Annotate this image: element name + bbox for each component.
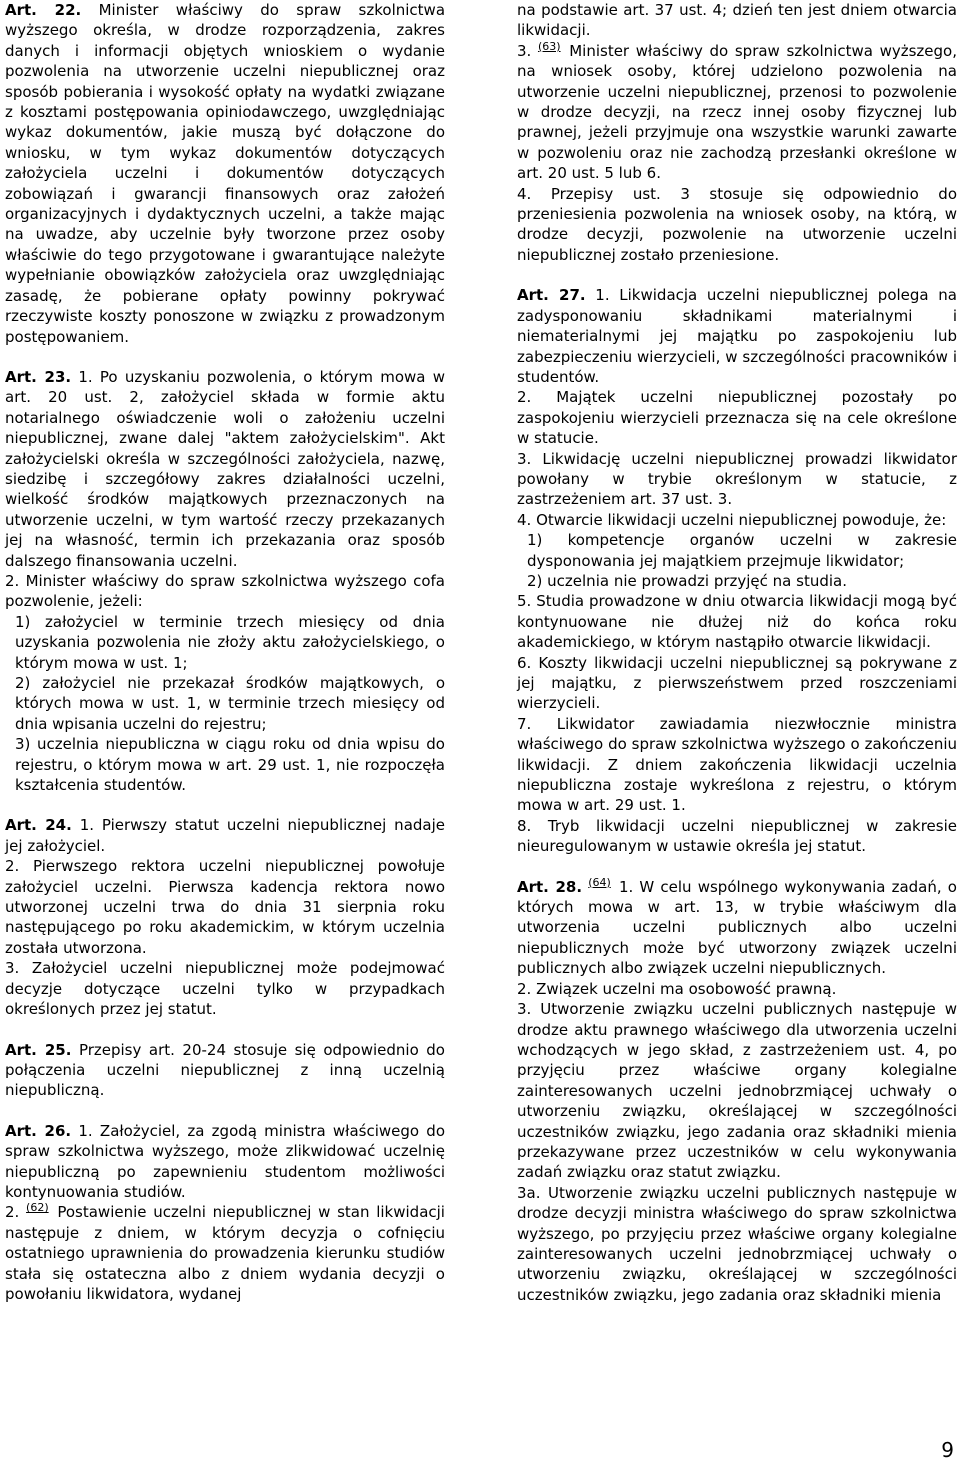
article-27-para-1-text: 1. Likwidacja uczelni niepublicznej polega na zadysponowaniu składnikami materialnymi i niematerialnymi jej majątku po zaspokojeniu lub zabezpieczeniu wierzycieli, w szczególności pracowników i studentów.	[517, 286, 957, 386]
article-28-label: Art. 28.	[517, 877, 583, 896]
article-28-para-3: 3. Utworzenie związku uczelni publicznych następuje w drodze aktu prawnego właściwego dla utworzenia uczelni wchodzących w jego skład, z zastrzeżeniem ust. 4, po przyjęciu przez właściwe organy kolegialne zainteresowanych uczelni jednobrzmiącej uchwały o utworzeniu związku, określającej w szczególności uczestników związku, jego zadania oraz składniki mienia przekazywane przez uczestników w celu wykonywania zadań związku oraz statut związku.	[517, 1000, 957, 1182]
article-26-para-2	[5, 1202, 445, 1304]
article-23-point-3: 3) uczelnia niepubliczna w ciągu roku od dnia wpisu do rejestru, o którym mowa w art. 29 ust. 1, nie rozpoczęła kształcenia studentów.	[15, 735, 445, 795]
article-27-point-1: 1) kompetencje organów uczelni w zakresie dysponowania jej majątkiem przejmuje likwidator;	[527, 531, 957, 570]
footnote-62-link[interactable]: (62)	[26, 1201, 49, 1215]
article-22-text: Minister właściwy do spraw szkolnictwa wyższego określa, w drodze rozporządzenia, zakres danych i informacji objętych wnioskiem o wydanie pozwolenia na utworzenie uczelni niepublicznej oraz sposób pobierania i wysokość opłaty na wydatki związane z kosztami postępowania opiniodawczego, uwzględniając wykaz dokumentów, jakie muszą być dołączone do wniosku, w tym wykaz dokumentów dotyczących założyciela uczelni i dokumentów dotyczących zobowiązań i gwarancji finansowych oraz założeń organizacyjnych i dydaktycznych uczelni, a także mając na uwadze, aby uczelnie były tworzone przez osoby właściwie do tego przygotowane i gwarantujące należyte wypełnianie obowiązków założyciela oraz uwzględniając zasadę, że pobierane opłaty powinny pokrywać rzeczywiste koszty ponoszone w związku z prowadzonym postępowaniem.	[5, 1, 446, 346]
article-27-para-5: 5. Studia prowadzone w dniu otwarcia likwidacji mogą być kontynuowane nie dłużej niż do końca roku akademickiego, w którym nastąpiło otwarcie likwidacji.	[517, 592, 957, 652]
article-26-para-3	[517, 41, 957, 184]
article-26-para-2-number: 2.	[5, 1203, 20, 1222]
article-23-point-2: 2) założyciel nie przekazał środków majątkowych, o których mowa w ust. 1, w terminie trzech miesięcy od dnia wpisania uczelni do rejestru;	[15, 674, 445, 733]
article-23-para-1-text: 1. Po uzyskaniu pozwolenia, o którym mowa w art. 20 ust. 2, założyciel składa w formie aktu notarialnego oświadczenie woli o założeniu uczelni niepublicznej, zwane dalej "aktem założycielskim". Akt założycielski określa w szczególności założyciela, nazwę, siedzibę i szczegółowy zakres działalności uczelni, wielkość środków majątkowych przeznaczonych na utworzenie uczelni, w tym wartość rzeczy przekazanych jej na własność, termin ich przekazania oraz sposób dalszego finansowania uczelni.	[5, 367, 445, 570]
article-24-para-1-text: 1. Pierwszy statut uczelni niepublicznej nadaje jej założyciel.	[5, 816, 445, 855]
right-column	[517, 0, 957, 1305]
article-27-para-4: 4. Otwarcie likwidacji uczelni niepublicznej powoduje, że:	[517, 510, 947, 529]
article-22	[5, 0, 445, 347]
article-28-para-2: 2. Związek uczelni ma osobowość prawną.	[517, 979, 837, 998]
article-28-para-1	[517, 877, 957, 979]
article-27-para-8: 8. Tryb likwidacji uczelni niepublicznej w zakresie nieuregulowanym w ustawie określa jej statut.	[517, 816, 957, 856]
article-24-para-1	[5, 815, 445, 856]
article-23-label: Art. 23.	[5, 367, 72, 386]
article-26-para-4: 4. Przepisy ust. 3 stosuje się odpowiednio do przeniesienia pozwolenia na wniosek osoby, na którą, w drodze decyzji, pozwolenie na utworzenie uczelni niepublicznej zostało przeniesione.	[517, 184, 957, 264]
article-24-para-3: 3. Założyciel uczelni niepublicznej może podejmować decyzje dotyczące uczelni tylko w przypadkach określonych przez jej statut.	[5, 959, 445, 1019]
article-24-para-2: 2. Pierwszego rektora uczelni niepublicznej powołuje założyciel uczelni. Pierwsza kadencja rektora nowo utworzonej uczelni trwa do dnia 31 sierpnia roku następującego po roku akademickim, w którym uczelnia została utworzona.	[5, 857, 445, 957]
article-25-label: Art. 25.	[5, 1040, 72, 1059]
article-27-para-7: 7. Likwidator zawiadamia niezwłocznie ministra właściwego do spraw szkolnictwa wyższego o zakończeniu likwidacji. Z dniem zakończenia likwidacji uczelnia niepubliczna zostaje wykreślona z rejestru, o którym mowa w art. 29 ust. 1.	[517, 714, 957, 815]
article-28-para-3a: 3a. Utworzenie związku uczelni publicznych następuje w drodze decyzji ministra właściwego do spraw szkolnictwa wyższego, po przyjęciu przez właściwe organy kolegialne zainteresowanych uczelni jednobrzmiącej uchwały o utworzeniu związku, określającej w szczególności uczestników związku, jego zadania oraz składniki mienia	[517, 1183, 957, 1304]
article-23-point-1: 1) założyciel w terminie trzech miesięcy od dnia uzyskania pozwolenia nie złoży aktu założycielskiego, o którym mowa w ust. 1;	[15, 612, 445, 672]
article-27-para-2: 2. Majątek uczelni niepublicznej pozostały po zaspokojeniu wierzycieli przeznacza się na cele określone w statucie.	[517, 388, 957, 448]
article-23-para-2: 2. Minister właściwy do spraw szkolnictwa wyższego cofa pozwolenie, jeżeli:	[5, 571, 445, 611]
article-27-para-1	[517, 285, 957, 387]
article-28-para-1-text: 1. W celu wspólnego wykonywania zadań, o których mowa w art. 13, w trybie właściwym dla utworzenia uczelni publicznych albo uczelni niepublicznych może być utworzony związek uczelni publicznych albo związek uczelni niepublicznych.	[517, 877, 957, 978]
article-25-text: Przepisy art. 20-24 stosuje się odpowiednio do połączenia uczelni niepublicznej z inną uczelnią niepubliczną.	[5, 1040, 445, 1100]
article-26-label: Art. 26.	[5, 1121, 72, 1140]
page-number: 9	[941, 1437, 954, 1462]
left-column	[5, 0, 445, 1304]
article-22-label: Art. 22.	[5, 1, 82, 19]
article-27-label: Art. 27.	[517, 286, 586, 305]
continued-text: na podstawie art. 37 ust. 4; dzień ten jest dniem otwarcia likwidacji.	[517, 1, 957, 40]
footnote-63-link[interactable]: (63)	[537, 39, 561, 53]
article-27-para-6: 6. Koszty likwidacji uczelni niepublicznej są pokrywane z jej majątku, z pierwszeństwem przed roszczeniami wierzycieli.	[517, 653, 957, 713]
article-26-para-3-text: Minister właściwy do spraw szkolnictwa wyższego, na wniosek osoby, której udzielono pozwolenia na utworzenie uczelni niepublicznej, przenosi to pozwolenie w drodze decyzji, na rzecz innej osoby fizycznej lub prawnej, jeżeli przyjmuje ona wszystkie warunki zawarte w pozwoleniu oraz nie zachodzą przesłanki określone w art. 20 ust. 5 lub 6.	[517, 41, 957, 183]
article-24-label: Art. 24.	[5, 816, 72, 835]
article-26-para-2-text: Postawienie uczelni niepublicznej w stan likwidacji następuje z dniem, w którym decyzja o cofnięciu ostatniego uprawnienia do prowadzenia kierunku studiów stała się ostateczna albo z dniem wydania decyzji o powołaniu likwidatora, wydanej	[5, 1203, 445, 1303]
article-26-para-3-number: 3.	[517, 41, 532, 60]
article-27-para-3: 3. Likwidację uczelni niepublicznej prowadzi likwidator powołany w trybie określonym w statucie, z zastrzeżeniem art. 37 ust. 3.	[517, 449, 957, 509]
article-27-point-2: 2) uczelnia nie prowadzi przyjęć na studia.	[527, 571, 847, 590]
article-25	[5, 1040, 445, 1101]
article-26-para-1-text: 1. Założyciel, za zgodą ministra właściwego do spraw szkolnictwa wyższego, może zlikwidować uczelnię niepubliczną po zapewnieniu studentom możliwości kontynuowania studiów.	[5, 1121, 445, 1201]
article-23-para-1	[5, 367, 445, 571]
footnote-64-link[interactable]: (64)	[588, 875, 611, 889]
article-26-para-1	[5, 1121, 445, 1203]
